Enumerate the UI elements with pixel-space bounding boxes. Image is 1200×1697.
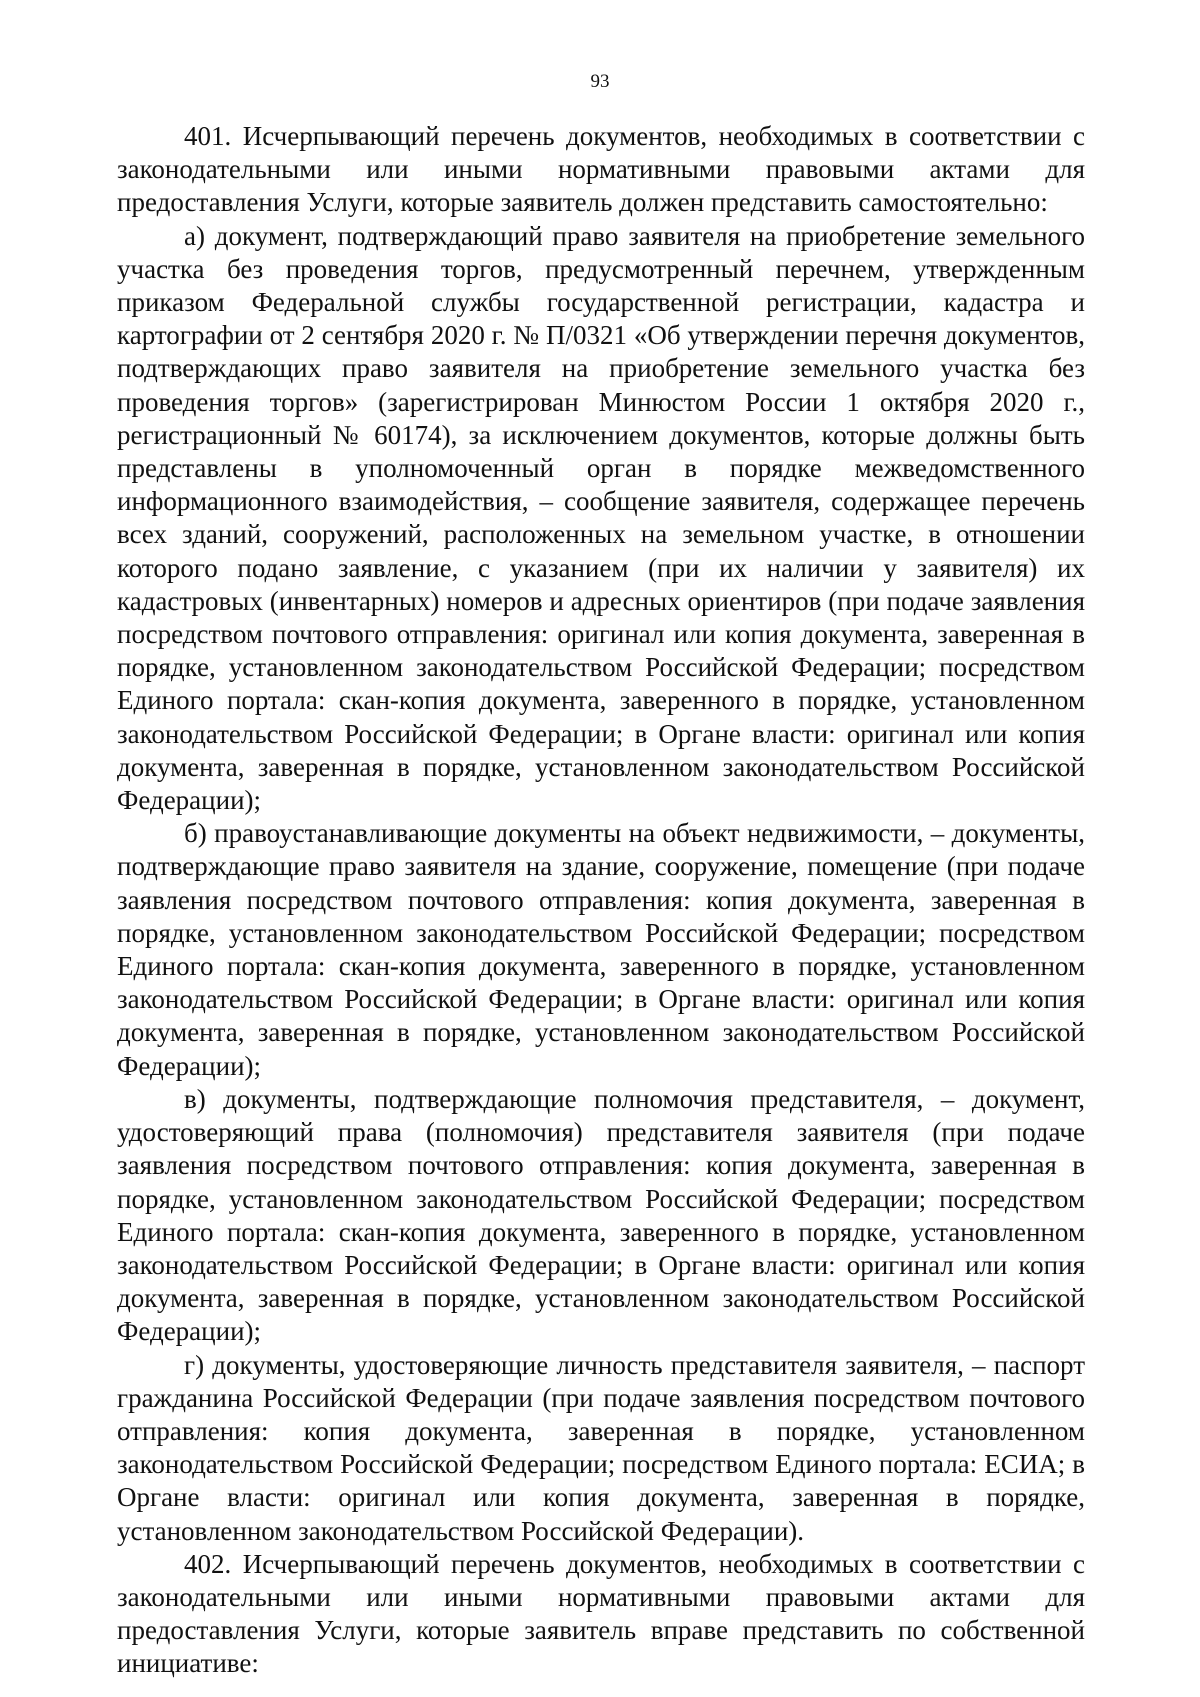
paragraph-402: 402. Исчерпывающий перечень документов, необходимых в соответствии с законодательными или иными нормативными правовыми актами для предоставления Услуги, которые заявитель вправе представить по собственной инициативе: — [117, 1548, 1085, 1679]
page-number: 93 — [590, 71, 610, 92]
paragraph-item-v: в) документы, подтверждающие полномочия представителя, – документ, удостоверяющий права (полномочия) представителя заявителя (при подаче заявления посредством почтового отправления: копия документа, заверенная в порядке, установленном законодательством Российской Федерации; посредством Единого портала: скан-копия документа, заверенного в порядке, установленном законодательством Российской Федерации; в Органе власти: оригинал или копия документа, заверенная в порядке, установленном законодательством Российской Федерации); — [117, 1083, 1085, 1347]
paragraph-item-b: б) правоустанавливающие документы на объект недвижимости, – документы, подтверждающие право заявителя на здание, сооружение, помещение (при подаче заявления посредством почтового отправления: копия документа, заверенная в порядке, установленном законодательством Российской Федерации; посредством Единого портала: скан-копия документа, заверенного в порядке, установленном законодательством Российской Федерации; в Органе власти: оригинал или копия документа, заверенная в порядке, установленном законодательством Российской Федерации); — [117, 818, 1085, 1081]
paragraph-401: 401. Исчерпывающий перечень документов, необходимых в соответствии с законодательными или иными нормативными правовыми актами для предоставления Услуги, которые заявитель должен представить самостоятельно: — [117, 121, 1085, 218]
document-body — [117, 120, 1085, 1681]
paragraph-item-a: а) документ, подтверждающий право заявителя на приобретение земельного участка без проведения торгов, предусмотренный перечнем, утвержденным приказом Федеральной службы государственной регистрации, кадастра и картографии от 2 сентября 2020 г. № П/0321 «Об утверждении перечня документов, подтверждающих право заявителя на приобретение земельного участка без проведения торгов» (зарегистрирован Минюстом России 1 октября 2020 г., регистрационный № 60174), за исключением документов, которые должны быть представлены в уполномоченный орган в порядке межведомственного информационного взаимодействия, – сообщение заявителя, содержащее перечень всех зданий, сооружений, расположенных на земельном участке, в отношении которого подано заявление, с указанием (при их наличии у заявителя) их кадастровых (инвентарных) номеров и адресных ориентиров (при подаче заявления посредством почтового отправления: оригинал или копия документа, заверенная в порядке, установленном законодательством Российской Федерации; посредством Единого портала: скан-копия документа, заверенного в порядке, установленном законодательством Российской Федерации; в Органе власти: оригинал или копия документа, заверенная в порядке, установленном законодательством Российской Федерации); — [117, 220, 1085, 816]
paragraph-item-g: г) документы, удостоверяющие личность представителя заявителя, – паспорт гражданина Российской Федерации (при подаче заявления посредством почтового отправления: копия документа, заверенная в порядке, установленном законодательством Российской Федерации; посредством Единого портала: ЕСИА; в Органе власти: оригинал или копия документа, заверенная в порядке, установленном законодательством Российской Федерации). — [117, 1349, 1085, 1546]
